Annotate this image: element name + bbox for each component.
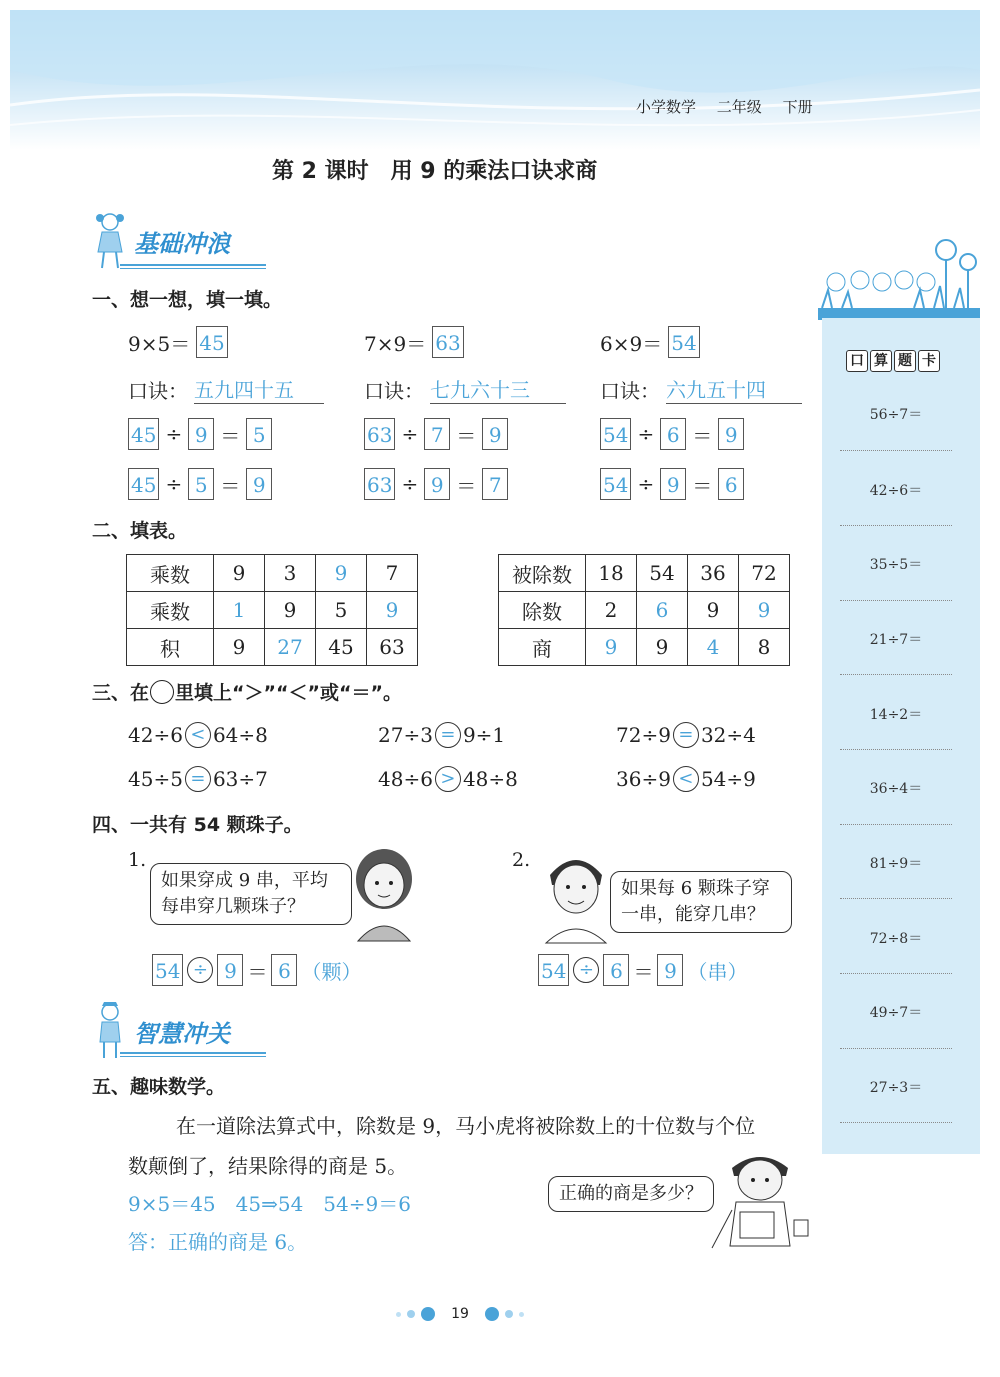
q1-answer-box[interactable]: 45 [196,326,227,358]
table-cell: 63 [367,629,418,666]
header-subject: 小学数学 [636,98,697,116]
table-header-cell: 被除数 [499,555,586,592]
compare-right: 54÷9 [700,767,756,791]
compare-item [616,766,756,792]
student-writing-icon [710,1150,820,1250]
rhyme-answer[interactable]: 七九六十三 [430,374,566,404]
compare-item [616,722,756,748]
q1-group-2: 7×9＝ 63 口诀： 七九六十三 63 ÷ 7 ＝ 9 63 ÷ 9 ＝ 7 [364,326,566,500]
q1-expr: 7×9＝ [364,331,427,356]
problem-number: 2. [512,849,531,871]
dot-icon [407,1310,415,1318]
table-answer-cell[interactable]: 9 [586,629,637,666]
table-cell: 9 [688,592,739,629]
sidebar-panel [822,318,980,1154]
compare-right: 9÷1 [462,723,506,747]
q5-text-line2: 数颠倒了，结果除得的商是 5。 [128,1154,408,1178]
division-table [498,554,790,666]
q1-group-1: 9×5＝ 45 口诀： 五九四十五 45 ÷ 9 ＝ 5 45 ÷ 5 ＝ 9 [128,326,324,500]
div-box[interactable]: 45 [128,418,159,450]
sidebar-problem: 35÷5＝ [869,557,923,573]
div-box[interactable]: 5 [246,418,272,450]
table-cell: 72 [739,555,790,592]
sidebar-answer-line[interactable] [840,973,952,974]
rhyme-answer[interactable]: 五九四十五 [194,374,324,404]
table-answer-cell[interactable]: 9 [367,592,418,629]
q1-group-3: 6×9＝ 54 口诀： 六九五十四 54 ÷ 6 ＝ 9 54 ÷ 9 ＝ 6 [600,326,802,500]
sidebar-answer-line[interactable] [840,898,952,899]
lesson-title: 第 2 课时 用 9 的乘法口诀求商 [272,159,598,184]
koujue-label: 口诀： [128,378,188,403]
table-cell: 7 [367,555,418,592]
answer-box[interactable]: 6 [603,954,629,986]
div-box[interactable]: 63 [364,418,395,450]
rhyme-answer[interactable]: 六九五十四 [666,374,802,404]
section2-title: 智慧冲关 [134,1020,230,1048]
table-cell: 9 [637,629,688,666]
section2-underline [120,1052,266,1057]
q3-title-start: 三、在 [92,682,150,704]
dot-icon [505,1310,513,1318]
sidebar-answer-line[interactable] [840,1048,952,1049]
compare-sign[interactable]: = [673,722,699,748]
page-footer [380,1300,540,1328]
q1-expr: 6×9＝ [600,331,663,356]
dot-icon [396,1312,401,1317]
table-header-cell: 乘数 [127,555,214,592]
div-box[interactable]: 9 [188,418,214,450]
compare-right: 32÷4 [700,723,756,747]
sidebar-problem: 36÷4＝ [869,781,923,797]
table-row [499,629,790,666]
table-cell: 2 [586,592,637,629]
div-box[interactable]: 7 [482,468,508,500]
q1-expr: 9×5＝ [128,331,191,356]
compare-right: 48÷8 [462,767,518,791]
table-row [499,592,790,629]
div-box[interactable]: 9 [660,468,686,500]
section1-title: 基础冲浪 [134,230,230,258]
kids-flowers-icon [818,220,980,320]
compare-item [378,766,518,792]
header-banner [10,10,980,150]
table-cell: 45 [316,629,367,666]
div-box[interactable]: 54 [600,418,631,450]
sidebar-title-char: 算 [870,350,892,372]
sidebar-flowers [818,220,980,320]
dot-icon [485,1307,499,1321]
q5-work: 9×5＝45 45⇒54 54÷9＝6 [128,1192,411,1216]
table-cell: 18 [586,555,637,592]
div-box[interactable]: 54 [600,468,631,500]
table-answer-cell[interactable]: 4 [688,629,739,666]
div-box[interactable]: 5 [188,468,214,500]
div-box[interactable]: 9 [246,468,272,500]
bubble-line: 一串，能穿几串？ [621,904,765,925]
div-box[interactable]: 9 [482,418,508,450]
answer-box[interactable]: 54 [538,954,569,986]
girl-icon [90,210,130,270]
dot-icon [421,1307,435,1321]
table-cell: 9 [214,555,265,592]
table-cell: 9 [265,592,316,629]
multiplication-table [126,554,418,666]
header-grade: 二年级 [716,98,762,116]
table-cell: 8 [739,629,790,666]
table-header-cell: 积 [127,629,214,666]
table-answer-cell[interactable]: 9 [316,555,367,592]
compare-sign[interactable]: < [673,766,699,792]
table-row [499,555,790,592]
q4-title: 四、一共有 54 颗珠子。 [92,814,303,836]
table-answer-cell[interactable]: 1 [214,592,265,629]
sidebar-problem: 81÷9＝ [869,856,923,872]
div-box[interactable]: 6 [718,468,744,500]
compare-item [378,722,505,748]
compare-item [128,722,268,748]
table-header-cell: 商 [499,629,586,666]
unit-label: （颗） [301,959,362,984]
compare-left: 45÷5 [128,767,183,791]
boy-icon [90,1000,130,1060]
table-row [127,555,418,592]
bubble-line: 每串穿几颗珠子？ [161,896,305,917]
sidebar-problem: 72÷8＝ [869,931,923,947]
sidebar-problem: 56÷7＝ [869,407,923,423]
table-cell: 36 [688,555,739,592]
sidebar-answer-line[interactable] [840,450,952,451]
table-header-cell: 除数 [499,592,586,629]
div-box[interactable]: 45 [128,468,159,500]
div-box[interactable]: 9 [424,468,450,500]
bubble-line: 如果穿成 9 串，平均 [161,870,328,891]
compare-left: 48÷6 [378,767,433,791]
table-answer-cell[interactable]: 6 [637,592,688,629]
compare-right: 63÷7 [212,767,268,791]
q2-title: 二、填表。 [92,520,188,542]
bubble-line: 如果每 6 颗珠子穿 [621,878,770,899]
sidebar-answer-line[interactable] [840,674,952,675]
operator-circle[interactable]: ÷ [573,957,599,983]
compare-left: 36÷9 [616,767,671,791]
sidebar-problem: 21÷7＝ [869,632,923,648]
page-number: 19 [451,1306,469,1322]
unit-label: （串） [687,959,748,984]
operator-circle[interactable]: ÷ [187,957,213,983]
header-info [636,96,813,117]
problem-number: 1. [128,849,147,871]
div-box[interactable]: 63 [364,468,395,500]
boy-avatar-icon [536,845,616,945]
table-cell: 9 [214,629,265,666]
compare-right: 64÷8 [212,723,268,747]
koujue-label: 口诀： [364,378,424,403]
sidebar-title-char: 口 [846,350,868,372]
table-cell: 54 [637,555,688,592]
compare-item [128,766,268,792]
q1-answer-box[interactable]: 54 [668,326,699,358]
header-volume: 下册 [782,98,813,116]
girl-avatar-icon [344,845,424,945]
answer-box[interactable]: 9 [217,954,243,986]
dot-icon [519,1312,524,1317]
sidebar-title-char: 卡 [918,350,940,372]
q3-title [92,678,402,705]
compare-sign[interactable]: < [185,722,211,748]
compare-sign[interactable]: > [435,766,461,792]
table-cell: 5 [316,592,367,629]
sidebar-problem: 14÷2＝ [869,707,923,723]
bubble-line: 正确的商是多少？ [559,1183,703,1204]
circle-icon [150,680,174,704]
speech-bubble [548,1176,714,1212]
header-wave-graphic [10,10,980,150]
sidebar-problem: 27÷3＝ [869,1080,923,1096]
q5-answer: 答：正确的商是 6。 [128,1230,308,1254]
answer-box[interactable]: 6 [271,954,297,986]
sidebar-answer-line[interactable] [840,824,952,825]
compare-left: 42÷6 [128,723,183,747]
compare-left: 72÷9 [616,723,671,747]
table-answer-cell[interactable]: 27 [265,629,316,666]
koujue-label: 口诀： [600,378,660,403]
q4-answer-2 [538,954,747,986]
div-box[interactable]: 9 [718,418,744,450]
sidebar-problem: 42÷6＝ [869,483,923,499]
compare-sign[interactable]: = [185,766,211,792]
div-box[interactable]: 7 [424,418,450,450]
answer-box[interactable]: 54 [152,954,183,986]
sidebar-answer-line[interactable] [840,525,952,526]
table-row [127,629,418,666]
speech-bubble [150,863,352,925]
q3-title-end: 里填上“＞”“＜”或“＝”。 [175,682,402,704]
equals-sign: ＝ [247,959,268,984]
table-header-cell: 乘数 [127,592,214,629]
section2-header [90,1000,270,1060]
section1-underline [120,264,266,269]
table-cell: 3 [265,555,316,592]
q4-answer-1 [152,954,361,986]
sidebar-answer-line[interactable] [840,1122,952,1123]
table-answer-cell[interactable]: 9 [739,592,790,629]
q1-answer-box[interactable]: 63 [432,326,463,358]
speech-bubble [610,871,792,933]
sidebar-problem: 49÷7＝ [869,1005,923,1021]
answer-box[interactable]: 9 [657,954,683,986]
compare-left: 27÷3 [378,723,433,747]
compare-sign[interactable]: = [435,722,461,748]
sidebar-answer-line[interactable] [840,749,952,750]
table-row [127,592,418,629]
q5-title: 五、趣味数学。 [92,1076,226,1098]
equals-sign: ＝ [633,959,654,984]
q5-text-line1: 在一道除法算式中，除数是 9，马小虎将被除数上的十位数与个位 [176,1114,756,1138]
sidebar-answer-line[interactable] [840,600,952,601]
div-box[interactable]: 6 [660,418,686,450]
sidebar-title-char: 题 [894,350,916,372]
sidebar-title [846,350,940,372]
q1-title: 一、想一想，填一填。 [92,289,283,311]
section1-header [90,210,270,270]
